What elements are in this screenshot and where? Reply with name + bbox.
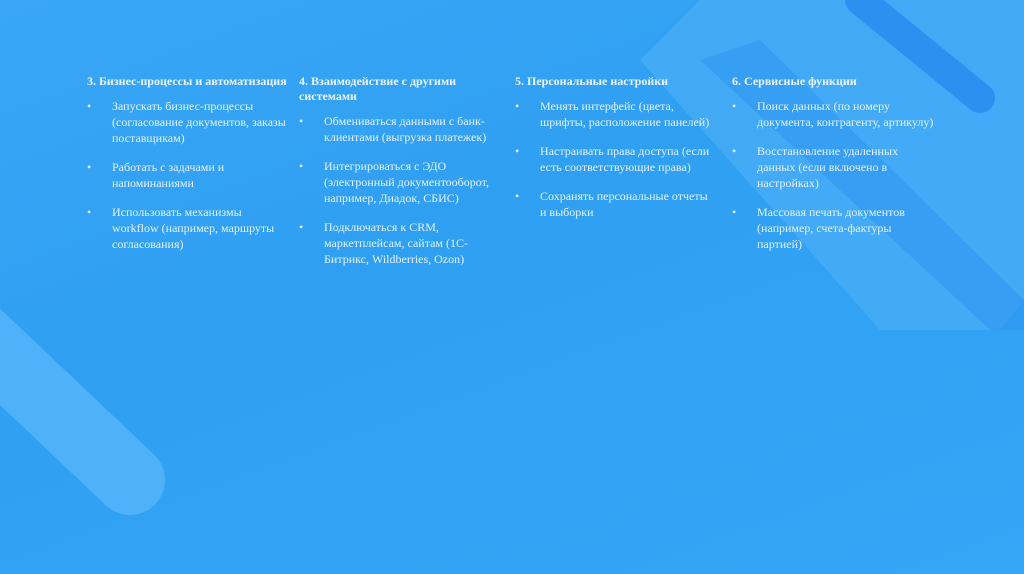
list-item [299,113,504,145]
bullet-icon: • [299,114,304,128]
column-title: 6. Сервисные функции [732,74,857,88]
list-item [732,98,937,130]
list-item [87,159,287,191]
list-item-text: Сохранять персональные отчеты и выборки [540,189,708,219]
bullet-icon: • [87,205,92,219]
list-item-text: Менять интерфейс (цвета, шрифты, расположение панелей) [540,99,710,129]
list-item [515,143,715,175]
list-item [732,204,937,252]
column-title: 5. Персональные настройки [515,74,669,88]
list-item [515,188,715,220]
list-item [299,219,504,267]
bullet-icon: • [87,160,92,174]
bullet-list [299,113,504,267]
bullet-icon: • [732,144,737,158]
column-service-functions [732,74,937,265]
bullet-icon: • [299,159,304,173]
list-item-text: Работать с задачами и напоминаниями [112,160,225,190]
list-item [87,204,287,252]
bullet-icon: • [732,99,737,113]
list-item [87,98,287,146]
bullet-list [87,98,287,252]
bullet-list [732,98,937,252]
column-title: 3. Бизнес-процессы и автоматизация [87,74,287,88]
list-item-text: Интегрироваться с ЭДО (электронный документооборот, например, Диадок, СБИС) [324,159,489,205]
column-personal-settings [515,74,715,233]
list-item-text: Обмениваться данными с банк-клиентами (выгрузка платежек) [324,114,487,144]
list-item [515,98,715,130]
list-item-text: Использовать механизмы workflow (например, маршруты согласования) [112,205,275,251]
bullet-icon: • [515,99,520,113]
list-item-text: Запускать бизнес-процессы (согласование документов, заказы поставщикам) [112,99,286,145]
bullet-icon: • [515,189,520,203]
column-integration [299,74,504,280]
bullet-list [515,98,715,220]
bullet-icon: • [299,220,304,234]
bullet-icon: • [732,205,737,219]
list-item [732,143,937,191]
list-item-text: Подключаться к CRM, маркетплейсам, сайтам (1С-Битрикс, Wildberries, Ozon) [324,220,469,266]
list-item-text: Поиск данных (по номеру документа, контрагенту, артикулу) [757,99,934,129]
bottom-left-capsule [0,300,130,480]
bullet-icon: • [87,99,92,113]
column-business-processes [87,74,287,265]
list-item [299,158,504,206]
list-item-text: Восстановление удаленных данных (если включено в настройках) [757,144,899,190]
list-item-text: Настраивать права доступа (если есть соответствующие права) [540,144,710,174]
list-item-text: Массовая печать документов (например, счета-фактуры партией) [757,205,905,251]
bullet-icon: • [515,144,520,158]
column-title: 4. Взаимодействие с другими системами [299,74,457,103]
